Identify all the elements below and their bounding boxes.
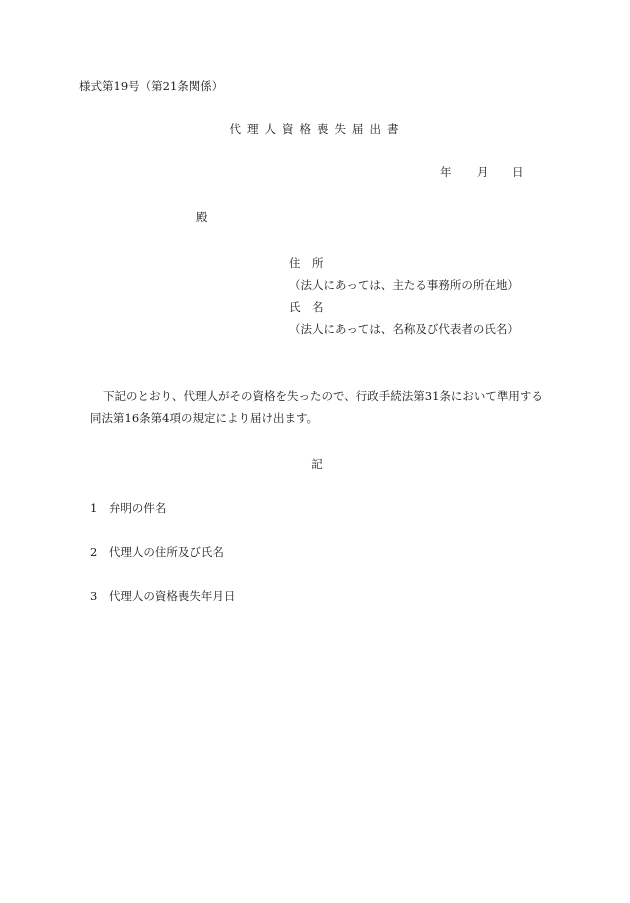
- applicant-address-note: （法人にあっては、主たる事務所の所在地）: [289, 278, 519, 292]
- addressee-honorific: 殿: [196, 210, 208, 224]
- date-month-label: 月: [477, 165, 489, 179]
- applicant-name-note: （法人にあっては、名称及び代表者の氏名）: [289, 322, 519, 336]
- form-number: 様式第19号（第21条関係）: [79, 79, 224, 93]
- body-text-line-1: 下記のとおり、代理人がその資格を失ったので、行政手続法第31条において準用する: [103, 389, 543, 403]
- date-day-label: 日: [512, 165, 524, 179]
- date-year-label: 年: [440, 165, 452, 179]
- list-item-subject: 1 弁明の件名: [90, 501, 167, 515]
- applicant-name-label: 氏 名: [289, 300, 324, 314]
- list-item-agent-address-name: 2 代理人の住所及び氏名: [90, 545, 224, 559]
- body-text-line-2: 同法第16条第4項の規定により届け出ます。: [90, 411, 319, 425]
- document-title: 代理人資格喪失届出書: [229, 122, 405, 136]
- applicant-address-label: 住 所: [289, 256, 324, 270]
- ki-heading: 記: [311, 457, 323, 471]
- list-item-loss-date: 3 代理人の資格喪失年月日: [90, 589, 236, 603]
